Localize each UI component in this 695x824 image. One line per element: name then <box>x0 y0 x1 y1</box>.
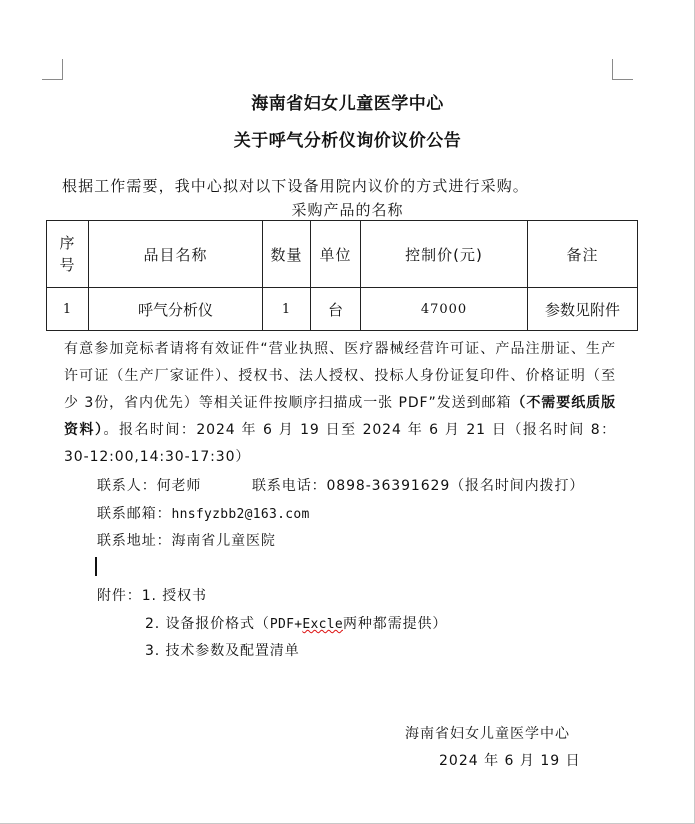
attachment-item-1: 1. 授权书 <box>141 588 207 604</box>
margin-corner-mark-right <box>612 59 633 80</box>
cell-remarks: 参数见附件 <box>528 288 638 331</box>
attachment-item-2-code-b: Excle <box>302 617 343 632</box>
contact-email-value: hnsfyzbb2@163.com <box>171 507 310 522</box>
margin-corner-mark-left <box>42 59 63 80</box>
header-control-price: 控制价(元) <box>361 221 528 288</box>
contact-email-line <box>97 503 310 523</box>
contact-person-value: 何老师 <box>156 478 202 494</box>
cell-control-price: 47000 <box>361 288 528 331</box>
contact-person-line <box>97 475 201 495</box>
contact-email-label: 联系邮箱： <box>97 506 172 522</box>
header-unit: 单位 <box>311 221 361 288</box>
attachments-line-1 <box>97 585 207 605</box>
contact-address-value: 海南省儿童医院 <box>171 533 276 549</box>
attachment-item-2-text-b: 两种都需提供） <box>343 616 448 632</box>
document-title-subject: 关于呼气分析仪询价议价公告 <box>233 131 462 151</box>
cell-item-name: 呼气分析仪 <box>89 288 263 331</box>
contact-phone-line <box>252 475 584 495</box>
contact-address-label: 联系地址： <box>97 533 172 549</box>
signature-organization: 海南省妇女儿童医学中心 <box>405 726 570 742</box>
procurement-table <box>46 220 638 331</box>
attachment-item-2-code-a: PDF+ <box>269 617 303 632</box>
attachment-item-2 <box>145 613 447 633</box>
signature-date: 2024 年 6 月 19 日 <box>439 753 581 769</box>
contact-address-line <box>97 530 276 550</box>
contact-phone-label: 联系电话： <box>252 478 327 494</box>
cell-seq: 1 <box>47 288 89 331</box>
contact-phone-value: 0898-36391629（报名时间内拨打） <box>326 478 585 494</box>
contact-person-label: 联系人： <box>97 478 157 494</box>
notice-no-paper-bold: （不需要纸质版资料） <box>64 395 616 438</box>
table-caption: 采购产品的名称 <box>291 201 404 219</box>
attachment-item-3: 3. 技术参数及配置清单 <box>145 643 300 659</box>
submission-notice <box>64 336 616 471</box>
attachments-label: 附件： <box>97 588 142 604</box>
cell-quantity: 1 <box>263 288 311 331</box>
header-seq-top: 序 <box>59 234 76 252</box>
header-item-name: 品目名称 <box>89 221 263 288</box>
attachment-item-2-text-a: 设备报价格式（ <box>165 616 270 632</box>
table-header-row <box>47 221 638 288</box>
notice-text-part1: 有意参加竞标者请将有效证件“营业执照、医疗器械经营许可证、产品注册证、生产许可证（生产厂家证件）、授权书、法人授权、投标人身份证复印件、价格证明（至少 3份，省内优先）等相关证件按顺序扫描成一张 PDF”发送到邮箱 <box>64 341 616 411</box>
header-seq <box>47 221 89 288</box>
text-cursor[interactable] <box>95 557 97 576</box>
intro-paragraph: 根据工作需要，我中心拟对以下设备用院内议价的方式进行采购。 <box>62 177 529 195</box>
attachment-item-2-number: 2. <box>145 616 161 632</box>
table-row <box>47 288 638 331</box>
document-title-org: 海南省妇女儿童医学中心 <box>251 94 444 114</box>
header-quantity: 数量 <box>263 221 311 288</box>
cell-unit: 台 <box>311 288 361 331</box>
notice-text-part2: 。报名时间：2024 年 6 月 19 日至 2024 年 6 月 21 日（报名时间 8：30-12:00,14:30-17:30） <box>64 422 616 465</box>
header-seq-bottom: 号 <box>59 256 76 274</box>
header-remarks: 备注 <box>528 221 638 288</box>
